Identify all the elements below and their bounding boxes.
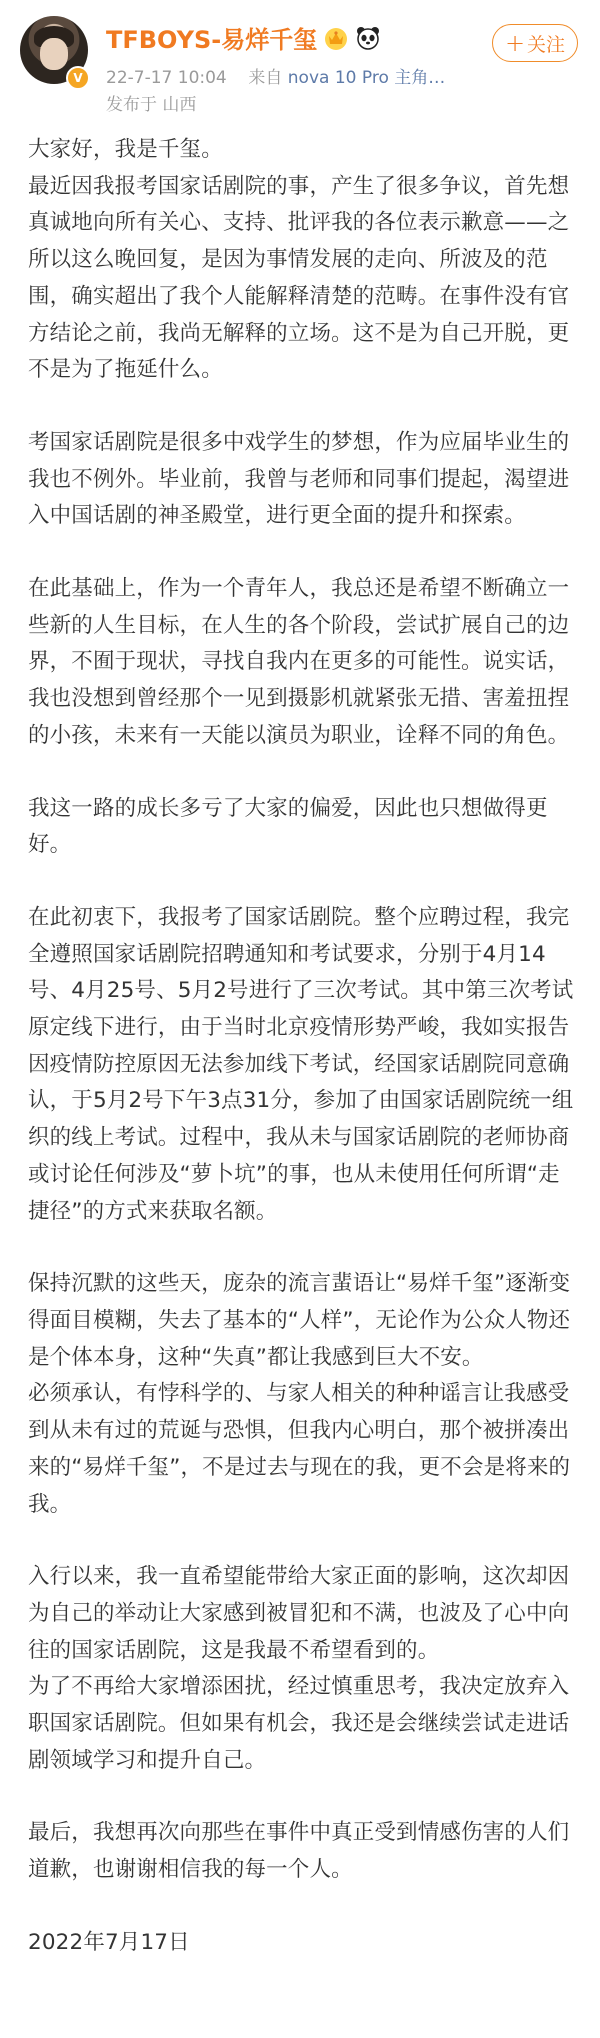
paragraph-3: 在此基础上，作为一个青年人，我总还是希望不断确立一些新的人生目标，在人生的各个阶段，尝试扩展自己的边界，不囿于现状，寻找自我内在更多的可能性。说实话，我也没想到曾经那个一见到摄影机就紧张无措、害羞扭捏的小孩，未来有一天能以演员为职业，诠释不同的角色。	[28, 576, 570, 748]
paragraph-7: 入行以来，我一直希望能带给大家正面的影响，这次却因为自己的举动让大家感到被冒犯和不满，也波及了心中向往的国家话剧院，这是我最不希望看到的。 为了不再给大家增添困扰，经过慎重思考，我决定放弃入职国家话剧院。但如果有机会，我还是会继续尝试走进话剧领域学习和提升自己。	[28, 1564, 570, 1773]
post-meta	[106, 63, 445, 88]
crown-badge-icon	[323, 25, 349, 51]
post-location: 发布于 山西	[106, 95, 197, 115]
post-body	[0, 118, 600, 1962]
source-device[interactable]: nova 10 Pro 主角…	[287, 68, 446, 88]
author-name[interactable]: TFBOYS-易烊千玺	[106, 26, 318, 54]
post-date: 2022年7月17日	[28, 1929, 190, 1955]
plus-icon: +	[504, 29, 526, 57]
source-prefix: 来自	[248, 68, 283, 88]
paragraph-8: 最后，我想再次向那些在事件中真正受到情感伤害的人们道歉，也谢谢相信我的每一个人。	[28, 1820, 570, 1883]
paragraph-5: 在此初衷下，我报考了国家话剧院。整个应聘过程，我完全遵照国家话剧院招聘通知和考试要求，分别于4月14号、4月25号、5月2号进行了三次考试。其中第三次考试原定线下进行，由于当时北京疫情形势严峻，我如实报告因疫情防控原因无法参加线下考试，经国家话剧院同意确认，于5月2号下午3点31分，参加了由国家话剧院统一组织的线上考试。过程中，我从未与国家话剧院的老师协商或讨论任何涉及“萝卜坑”的事，也从未使用任何所谓“走捷径”的方式来获取名额。	[28, 904, 574, 1224]
paragraph-4: 我这一路的成长多亏了大家的偏爱，因此也只想做得更好。	[28, 795, 548, 858]
follow-label: 关注	[527, 33, 566, 56]
author-row	[106, 20, 381, 55]
paragraph-1: 大家好，我是千玺。 最近因我报考国家话剧院的事，产生了很多争议，首先想真诚地向所有关心、支持、批评我的各位表示歉意——之所以这么晚回复，是因为事情发展的走向、所波及的范围，确实超出了我个人能解释清楚的范畴。在事件没有官方结论之前，我尚无解释的立场。这不是为自己开脱，更不是为了拖延什么。	[28, 137, 570, 383]
follow-button[interactable]	[492, 24, 578, 62]
post-timestamp: 22-7-17 10:04	[106, 68, 227, 88]
avatar-face	[40, 38, 68, 70]
post-header	[0, 0, 600, 118]
panda-icon	[355, 25, 381, 51]
paragraph-2: 考国家话剧院是很多中戏学生的梦想，作为应届毕业生的我也不例外。毕业前，我曾与老师和同事们提起，渴望进入中国话剧的神圣殿堂，进行更全面的提升和探索。	[28, 429, 570, 529]
paragraph-6: 保持沉默的这些天，庞杂的流言蜚语让“易烊千玺”逐渐变得面目模糊，失去了基本的“人样”，无论作为公众人物还是个体本身，这种“失真”都让我感到巨大不安。 必须承认，有悖科学的、与家人相关的种种谣言让我感受到从未有过的荒诞与恐惧，但我内心明白，那个被拼凑出来的“易烊千玺”，不是过去与现在的我，更不会是将来的我。	[28, 1271, 571, 1517]
verified-badge-icon: V	[66, 66, 90, 90]
